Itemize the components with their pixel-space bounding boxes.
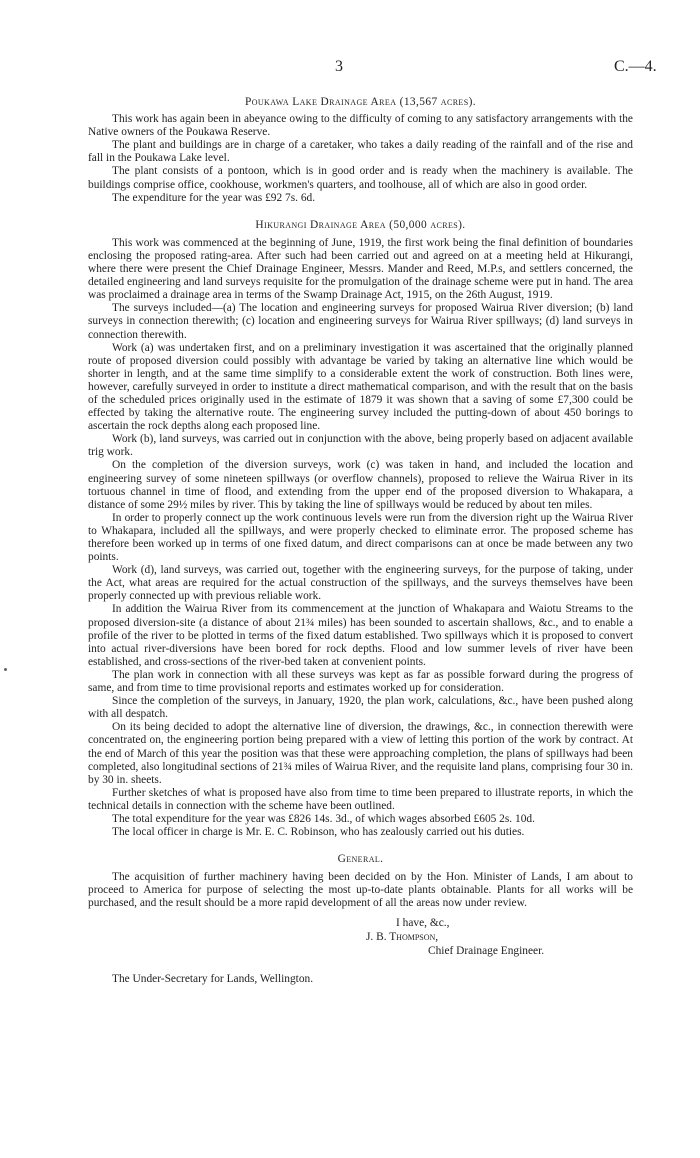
paragraph: In order to properly connect up the work continuous levels were run from the diversion right up the Wairua River to Whakapara, included all the spillways, and were properly checked to eliminate error. The proposed scheme has therefore been worked up in terms of one fixed datum, and direct comparisons can at once be made between any two points. bbox=[88, 511, 633, 564]
page-number: 3 bbox=[335, 58, 343, 75]
paragraph: The acquisition of further machinery having been decided on by the Hon. Minister of Lands, I am about to proceed to America for purpose of selecting the most up-to-date plants obtainable. Plants for all works will be purchased, and the result should be a more rapid development of all the areas now under review. bbox=[88, 871, 633, 910]
paragraph: In addition the Wairua River from its commencement at the junction of Whakapara and Waiotu Streams to the proposed diversion-site (a distance of about 21¾ miles) has been sounded to ascertain shallows, &c., and to enable a profile of the river to be plotted in terms of the fixed datum established. Two spillways which it is proposed to convert into actual river-diversions have been bored for rock depths. Flood and low summer levels of river have been established, and cross-sections of the river-bed taken at convenient points. bbox=[88, 603, 633, 668]
paragraph: On the completion of the diversion surveys, work (c) was taken in hand, and included the location and engineering survey of some nineteen spillways (or overflow channels), proposed to relieve the Wairua River in its tortuous channel in time of flood, and extending from the upper end of the proposed diversion to Whakapara, a distance of some 29½ miles by river. This by taking the line of spillways would be reduced by about ten miles. bbox=[88, 459, 633, 511]
general-section bbox=[88, 853, 633, 910]
poukawa-section bbox=[88, 96, 633, 205]
paragraph: Work (b), land surveys, was carried out in conjunction with the above, being properly based on adjacent available trig work. bbox=[88, 433, 633, 459]
paragraph: The plant consists of a pontoon, which is in good order and is ready when the machinery is available. The buildings comprise office, cookhouse, workmen's quarters, and toolhouse, all of which are also in good order. bbox=[88, 165, 633, 191]
paragraph: Work (a) was undertaken first, and on a preliminary investigation it was ascertained that the originally planned route of proposed diversion could possibly with advantage be varied by taking an alternative line which would be shorter in length, and at the same time simplify to a considerable extent the work of construction. Both lines were, however, carefully surveyed in order to institute a direct mathematical comparison, and with the result that on the basis of the scheduled prices originally used in the estimate of 1879 it was shown that a saving of some £7,300 could be effected by taking the alternative route. The engineering survey included the putting-down of about 450 borings to ascertain the rock depths along each proposed line. bbox=[88, 341, 633, 433]
signature-block bbox=[88, 917, 633, 965]
page-reference: C.—4. bbox=[614, 58, 657, 75]
section-heading-poukawa: Poukawa Lake Drainage Area (13,567 acres). bbox=[244, 96, 477, 108]
hikurangi-section bbox=[88, 219, 633, 839]
section-heading-general: General. bbox=[337, 853, 384, 866]
paragraph: The plan work in connection with all these surveys was kept as far as possible forward during the progress of same, and from time to time provisional reports and estimates worked up for consideration. bbox=[88, 668, 633, 695]
paragraph: This work has again been in abeyance owing to the difficulty of coming to any satisfactory arrangements with the Native owners of the Poukawa Reserve. bbox=[88, 113, 633, 139]
report-body bbox=[88, 96, 633, 986]
paragraph: The total expenditure for the year was £826 14s. 3d., of which wages absorbed £605 2s. 10d. bbox=[112, 812, 535, 825]
addressee: The Under-Secretary for Lands, Wellington. bbox=[112, 972, 314, 985]
paragraph: Work (d), land surveys, was carried out, together with the engineering surveys, for the purpose of taking, under the Act, what areas are required for the actual construction of the spillways, and the surveys themselves have been properly connected up with previous reliable work. bbox=[88, 564, 633, 603]
paragraph: The surveys included—(a) The location and engineering surveys for proposed Wairua River diversion; (b) land surveys in connection therewith; (c) location and engineering surveys for Wairua River spillways; (d) land surveys in connection therewith. bbox=[88, 302, 633, 341]
paragraph: Further sketches of what is proposed have also from time to time been prepared to illustrate reports, in which the technical details in connection with the scheme have been outlined. bbox=[88, 786, 633, 812]
signatory-title: Chief Drainage Engineer. bbox=[428, 944, 545, 957]
paragraph: On its being decided to adopt the alternative line of diversion, the drawings, &c., in connection therewith were concentrated on, the engineering portion being prepared with a view of letting this portion of the work by contract. At the end of March of this year the position was that these were approaching completion, the plans of spillways had been completed, also longitudinal sections of 21¾ miles of Wairua River, and the requisite land plans, comprising four 30 in. by 30 in. sheets. bbox=[88, 721, 633, 786]
paragraph: This work was commenced at the beginning of June, 1919, the first work being the final definition of boundaries enclosing the proposed rating-area. After such had been carried out and agreed on at a meeting held at Hikurangi, where there were present the Chief Drainage Engineer, Messrs. Mander and Reed, M.P.s, and settlers concerned, the detailed engineering and land surveys requisite for the promulgation of the drainage scheme were put in hand. The area was proclaimed a drainage area in terms of the Swamp Drainage Act, 1915, on the 26th August, 1919. bbox=[88, 236, 633, 302]
signatory-name: J. B. Thompson, bbox=[366, 930, 439, 943]
closing-line: I have, &c., bbox=[396, 916, 450, 929]
paragraph: The expenditure for the year was £92 7s. 6d. bbox=[112, 191, 316, 204]
section-heading-hikurangi: Hikurangi Drainage Area (50,000 acres). bbox=[255, 218, 466, 231]
paragraph: The plant and buildings are in charge of a caretaker, who takes a daily reading of the rainfall and of the rise and fall in the Poukawa Lake level. bbox=[88, 139, 633, 165]
margin-mark bbox=[4, 668, 7, 671]
paragraph: Since the completion of the surveys, in January, 1920, the plan work, calculations, &c., have been pushed along with all despatch. bbox=[88, 695, 633, 721]
paragraph: The local officer in charge is Mr. E. C. Robinson, who has zealously carried out his duties. bbox=[112, 826, 525, 839]
